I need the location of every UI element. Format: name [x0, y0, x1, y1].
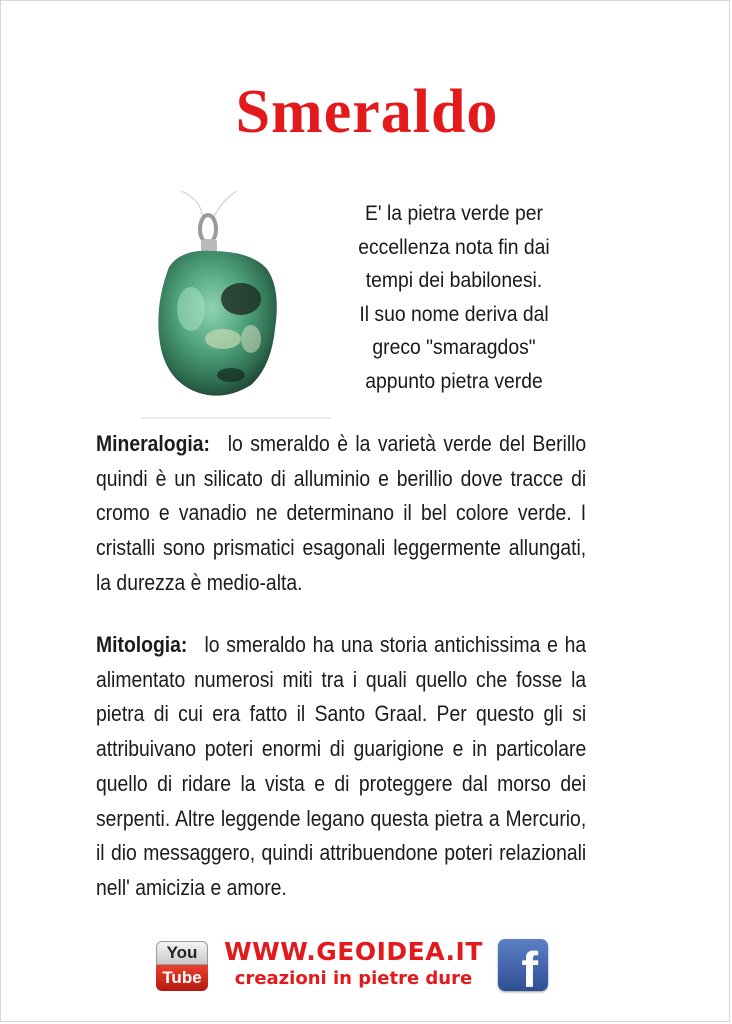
- tagline: creazioni in pietre dure: [234, 968, 473, 989]
- intro-line: E' la pietra verde per: [365, 201, 543, 225]
- intro-line: greco "smaragdos": [372, 335, 536, 359]
- mitologia-section: [96, 628, 586, 906]
- youtube-icon[interactable]: [156, 941, 208, 991]
- intro-line: eccellenza nota fin dai: [358, 234, 550, 259]
- emerald-pendant-image: [141, 189, 331, 421]
- mineralogia-text: lo smeraldo è la varietà verde del Berillo quindi è un silicato di alluminio e berillio dove tracce di cromo e vanadio ne determinano il bel colore verde. I cristalli sono prismatici esagonali leggermente allungati, la durezza è medio-alta.: [96, 431, 587, 595]
- youtube-icon-bottom: Tube: [156, 965, 208, 991]
- website-link[interactable]: WWW.GEOIDEA.IT: [224, 937, 483, 966]
- intro-text: [324, 197, 585, 398]
- footer: [1, 937, 732, 997]
- facebook-icon[interactable]: [498, 939, 548, 991]
- intro-line: appunto pietra verde: [365, 368, 543, 393]
- page-title: Smeraldo: [235, 78, 499, 146]
- intro-line: Il suo nome deriva dal: [359, 301, 549, 326]
- facebook-glyph: f: [521, 942, 538, 991]
- intro-line: tempi dei babilonesi.: [365, 268, 543, 292]
- youtube-icon-top: You: [156, 941, 208, 965]
- mitologia-label: Mitologia:: [96, 632, 188, 657]
- mineralogia-label: Mineralogia:: [96, 431, 210, 456]
- mitologia-text: lo smeraldo ha una storia antichissima e ha alimentato numerosi miti tra i quali quello che fosse la pietra di cui era fatto il Santo Graal. Per questo gli si attribuivano poteri enormi di guarigione e in particolare quello di ridare la vista e di proteggere dal morso dei serpenti. Altre leggende legano questa pietra a Mercurio, il dio messaggero, quindi attribuendone poteri relazionali nell' amicizia e amore.: [96, 632, 587, 900]
- mineralogia-section: [96, 427, 586, 601]
